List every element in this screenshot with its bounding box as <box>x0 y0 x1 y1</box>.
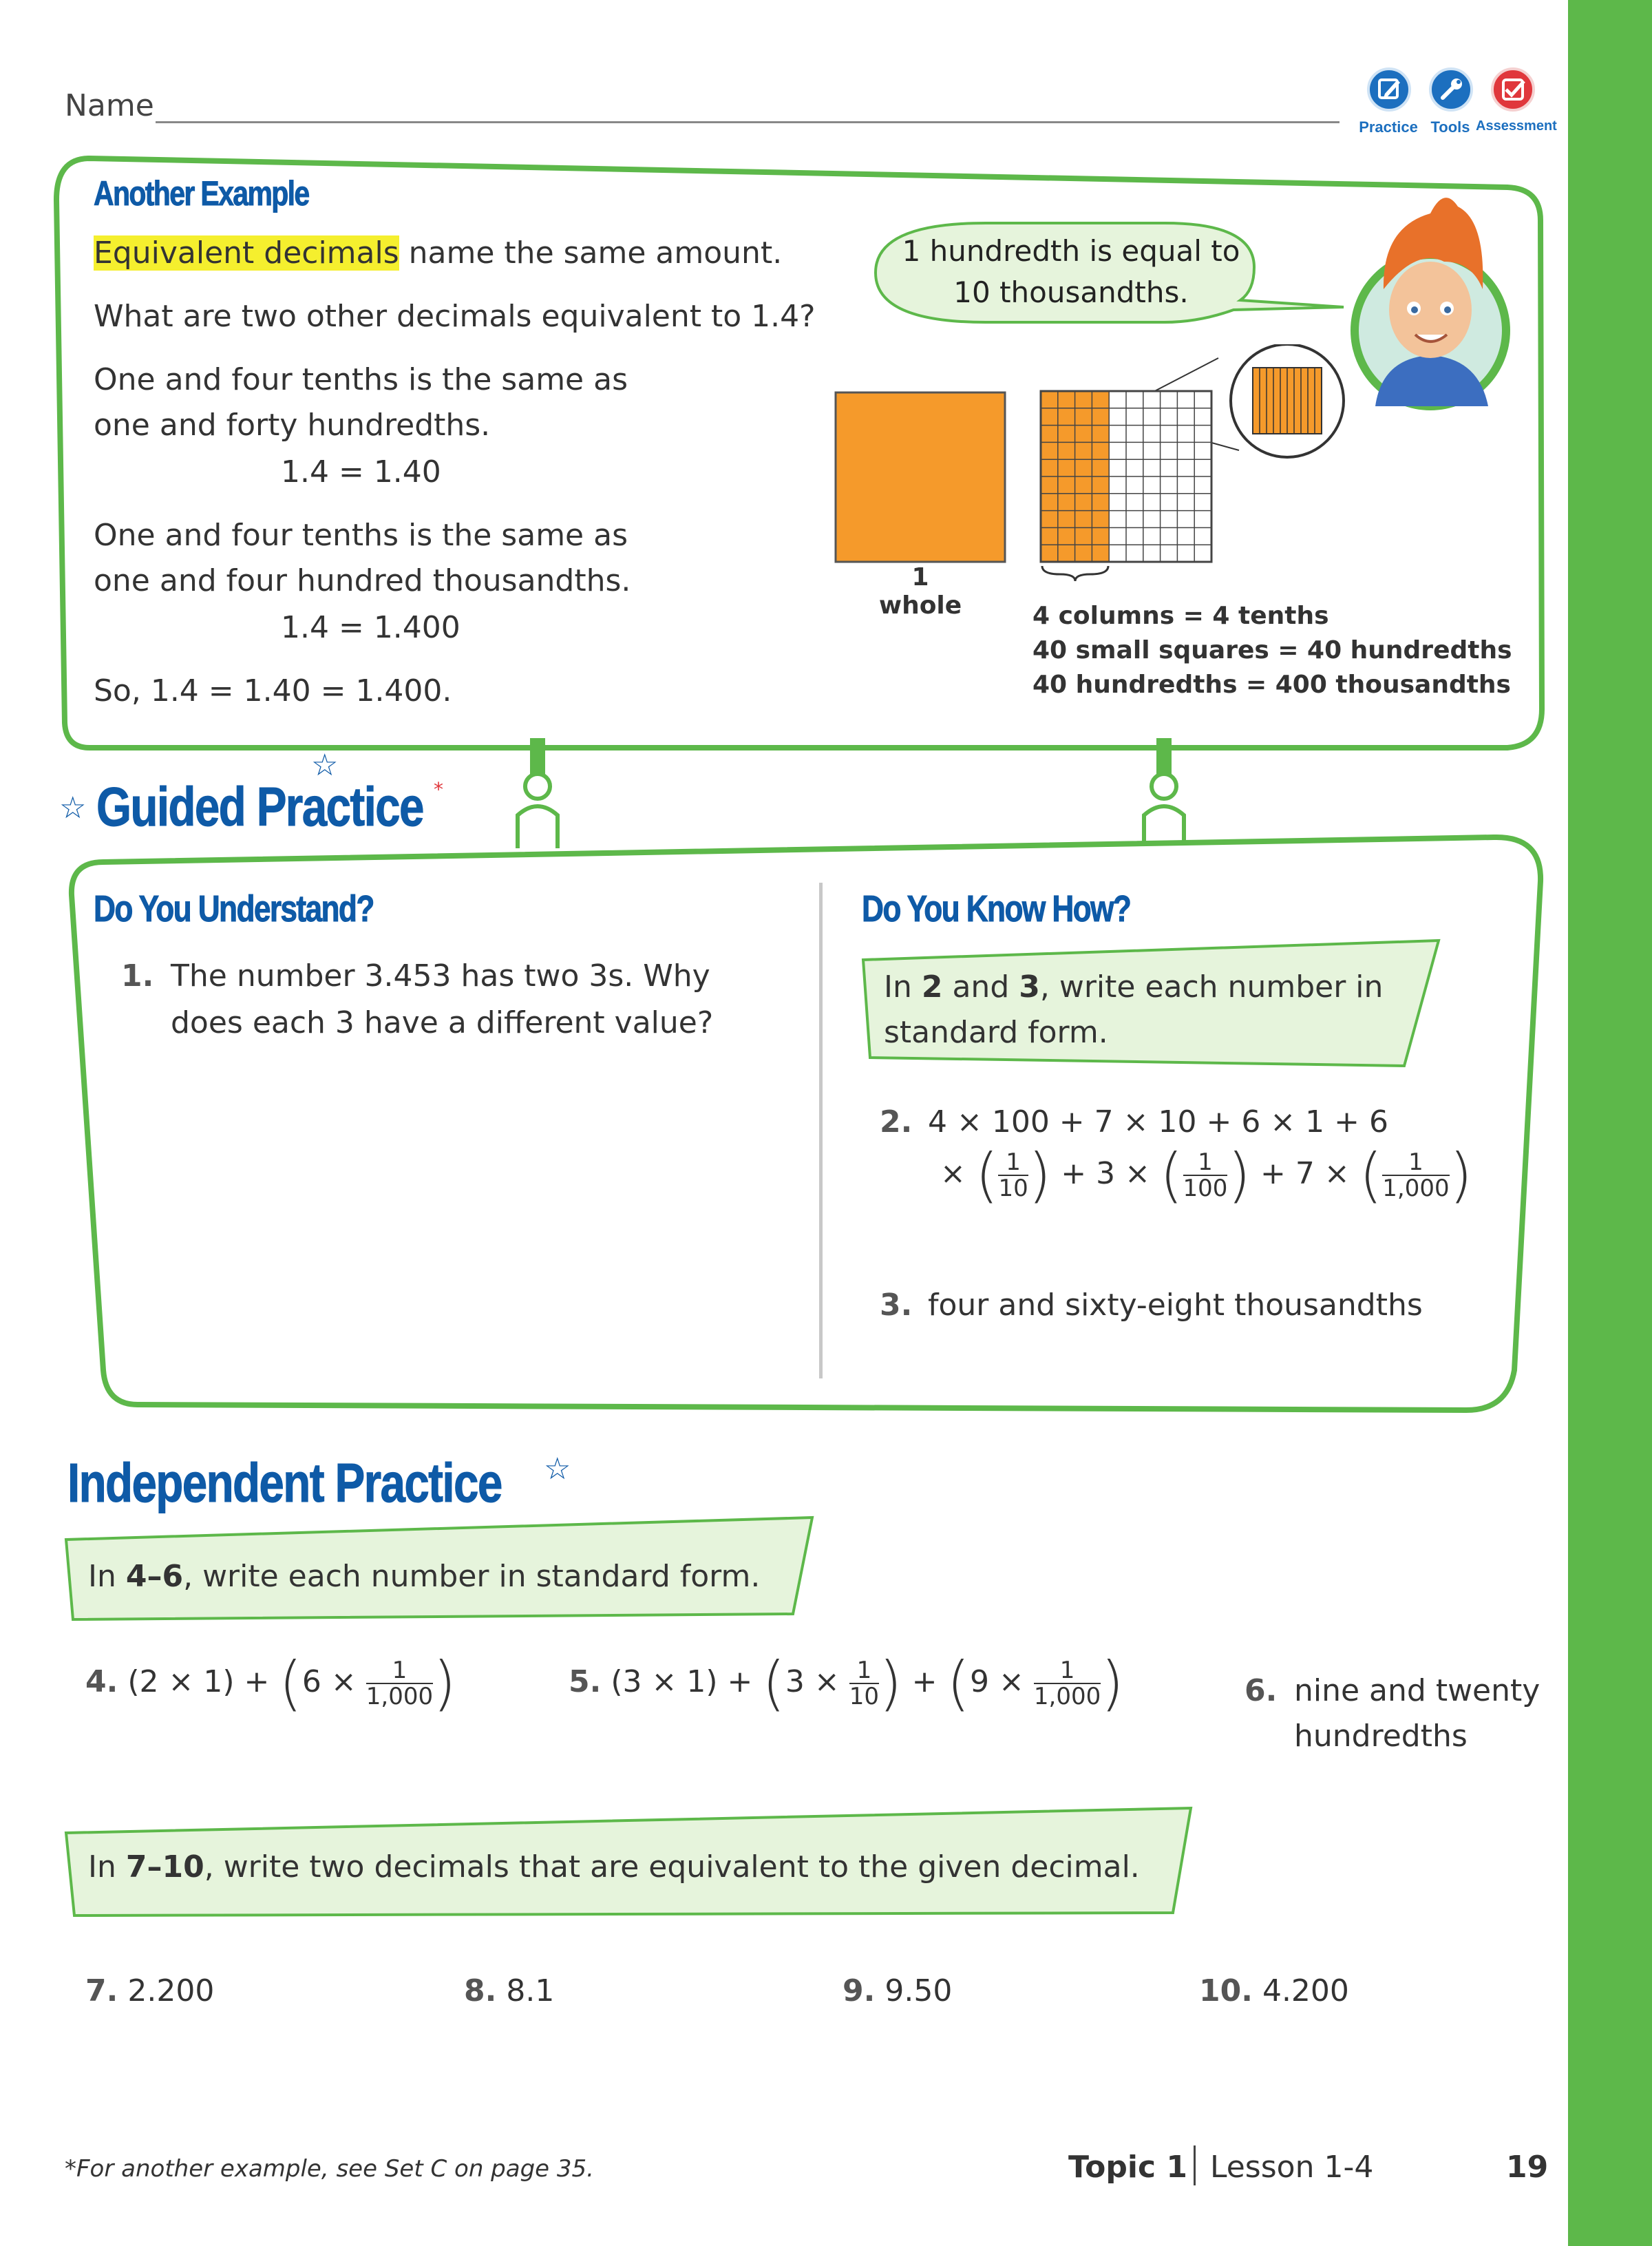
guided-instruction-box <box>860 936 1446 1074</box>
q1-line-1: The number 3.453 has two 3s. Why <box>171 958 710 994</box>
q4-expression: 4. (2 × 1) + (6 × $\frac{1}{1,000}$ ) <box>85 1649 456 1718</box>
guided-practice-title: Guided Practice <box>96 776 423 837</box>
q6-line-2: hundredths <box>1294 1719 1468 1754</box>
name-line[interactable] <box>156 121 1339 123</box>
fraction-1-10: $\frac{1}{10}$ <box>998 1148 1028 1202</box>
independent-practice-title: Independent Practice <box>67 1452 502 1513</box>
q7-item: 7. 2.200 <box>85 1973 215 2008</box>
checkmark-icon[interactable] <box>1491 67 1535 112</box>
star-icon-top: ☆ <box>311 748 339 783</box>
q6-line-1: nine and twenty <box>1294 1673 1540 1708</box>
footer-note: *For another example, see Set C on page 35. <box>65 2155 594 2183</box>
guided-asterisk: * <box>434 778 443 801</box>
equation-1: 1.4 = 1.40 <box>281 454 441 490</box>
assessment-label[interactable]: Assessment <box>1476 118 1557 134</box>
star-icon-left: ☆ <box>59 790 87 826</box>
q5-expression: 5. (3 × 1) + (3 × $\frac{1}{10}$ ) + (9 × $\frac{1}{1,000}$ ) <box>569 1649 1124 1718</box>
q1-number: 1. <box>121 958 154 994</box>
note-columns: 4 columns = 4 tenths <box>1032 602 1329 630</box>
p1-line1: One and four tenths is the same as <box>94 362 628 397</box>
q2-line-1: 4 × 100 + 7 × 10 + 6 × 1 + 6 <box>928 1104 1388 1140</box>
p1-line2: one and forty hundredths. <box>94 408 491 443</box>
fraction-1-1000: $\frac{1}{1,000}$ <box>1382 1148 1450 1202</box>
whole-label: 1 whole <box>878 563 962 620</box>
equivalent-decimals-term: Equivalent decimals <box>94 235 399 271</box>
instruction-4-6: In 4–6, write each number in standard form. <box>88 1559 761 1594</box>
footer-divider <box>1194 2145 1196 2185</box>
note-hundredths: 40 hundredths = 400 thousandths <box>1032 671 1511 699</box>
q6-number: 6. <box>1245 1673 1278 1708</box>
practice-label[interactable]: Practice <box>1359 118 1418 136</box>
p2-line1: One and four tenths is the same as <box>94 518 628 553</box>
footer-lesson: Lesson 1-4 <box>1210 2150 1374 2185</box>
understand-title: Do You Understand? <box>94 888 374 930</box>
footer-topic: Topic 1 <box>1068 2150 1187 2185</box>
q2-line-2: × ( $\frac{1}{10}$ ) + 3 × ( $\frac{1}{100}$ ) + 7 × ( $\frac{1}{1,000}$ ) <box>940 1141 1473 1210</box>
side-color-bar <box>1568 0 1652 2246</box>
q2-number: 2. <box>880 1104 913 1140</box>
character-avatar <box>1341 186 1520 413</box>
fraction-q4: $\frac{1}{1,000}$ <box>366 1657 434 1710</box>
pencil-icon[interactable] <box>1367 67 1411 112</box>
q1-line-2: does each 3 have a different value? <box>171 1005 714 1040</box>
another-example-title: Another Example <box>94 174 309 213</box>
p2-line2: one and four hundred thousandths. <box>94 563 631 598</box>
know-how-title: Do You Know How? <box>862 888 1131 930</box>
page-number: 19 <box>1506 2150 1549 2185</box>
fraction-q5-a: $\frac{1}{10}$ <box>849 1657 880 1710</box>
q3-text: four and sixty-eight thousandths <box>928 1288 1423 1323</box>
q3-number: 3. <box>880 1288 913 1323</box>
guided-instruction-line-1: In 2 and 3, write each number in <box>884 969 1384 1005</box>
intro-line <box>94 235 782 271</box>
q10-item: 10. 4.200 <box>1199 1973 1349 2008</box>
conclusion-text: So, 1.4 = 1.40 = 1.400. <box>94 673 452 709</box>
fraction-q5-b: $\frac{1}{1,000}$ <box>1033 1657 1101 1710</box>
guided-instruction-line-2: standard form. <box>884 1015 1108 1050</box>
hundredths-grid <box>1032 344 1349 592</box>
star-icon-independent: ☆ <box>544 1451 571 1487</box>
instruction-7-10: In 7–10, write two decimals that are equivalent to the given decimal. <box>88 1849 1140 1885</box>
intro-rest: name the same amount. <box>408 235 783 271</box>
panel-connectors <box>502 738 1218 848</box>
guided-divider <box>819 883 823 1378</box>
question-text: What are two other decimals equivalent to 1.4? <box>94 299 816 334</box>
q9-item: 9. 9.50 <box>843 1973 953 2008</box>
name-label: Name <box>65 88 154 123</box>
tools-label[interactable]: Tools <box>1430 118 1470 136</box>
q8-item: 8. 8.1 <box>464 1973 555 2008</box>
equation-2: 1.4 = 1.400 <box>281 610 460 645</box>
bubble-line-1: 1 hundredth is equal to <box>902 234 1240 268</box>
grid-notes <box>1032 599 1512 702</box>
toolbar <box>1357 63 1557 146</box>
wrench-icon[interactable] <box>1429 67 1473 112</box>
bubble-line-2: 10 thousandths. <box>953 275 1189 309</box>
note-small-squares: 40 small squares = 40 hundredths <box>1032 636 1512 664</box>
fraction-1-100: $\frac{1}{100}$ <box>1183 1148 1228 1202</box>
